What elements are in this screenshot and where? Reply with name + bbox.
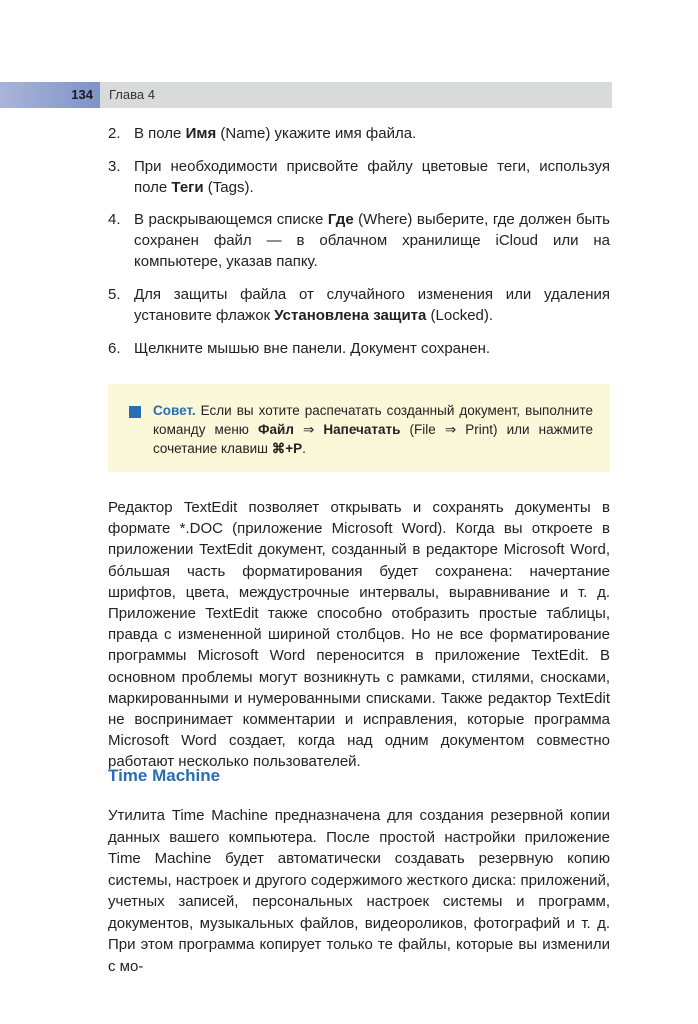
list-item [108, 338, 610, 359]
tip-label: Совет. [153, 403, 196, 418]
step-text: (Where) выберите, где должен быть сохранен файл — в облачном хранилище iCloud или на компьютере, указав папку. [134, 211, 610, 270]
tip-text-part: . [302, 441, 306, 456]
chapter-title: Глава 4 [109, 87, 155, 102]
step-text: В раскрывающемся списке [134, 211, 328, 228]
steps-list [108, 123, 610, 371]
step-number: 5. [108, 286, 121, 303]
tip-square-icon [129, 406, 141, 418]
step-text: Для защиты файла от случайного изменения или удаления установите флажок [134, 286, 610, 324]
page-number: 134 [71, 87, 93, 102]
step-bold: Имя [185, 125, 217, 142]
shortcut-keys: ⌘+P [271, 441, 303, 456]
page-header [0, 82, 612, 108]
page-number-box [0, 82, 100, 108]
body-paragraph: Утилита Time Machine предназначена для создания резервной копии данных вашего компьютера. После простой настройки приложение Time Machine будет автоматически создавать резервную копию системы, настроек и другого содержимого жесткого диска: приложений, учетных записей, персональных настроек системы и программ, документов, музыкальных файлов, видеороликов, фотографий и т. д. При этом программа копирует только те файлы, которые вы изменили с мо- [108, 807, 610, 975]
step-number: 3. [108, 158, 121, 175]
step-bold: Установлена защита [274, 307, 427, 324]
list-item [108, 156, 610, 198]
section-heading: Time Machine [108, 766, 221, 785]
step-text: При необходимости присвойте файлу цветовые теги, используя поле [134, 158, 610, 196]
step-text: В поле [134, 125, 186, 142]
tip-box [108, 384, 610, 472]
list-item [108, 284, 610, 326]
step-text: (Locked). [426, 307, 494, 324]
menu-file: Файл [258, 422, 294, 437]
step-text: (Name) укажите имя файла. [216, 125, 417, 142]
body-paragraph: Редактор TextEdit позволяет открывать и сохранять документы в формате *.DOC (приложение Microsoft Word). Когда вы откроете в приложении TextEdit документ, созданный в редакторе Microsoft Word, бóльшая часть форматирования будет сохранена: начертание шрифтов, цвета, междустрочные интервалы, выравнивание и т. д. Приложение TextEdit также способно отобразить простые таблицы, правда с измененной шириной столбцов. Но не все форматирование программы Microsoft Word переносится в приложение TextEdit. В основном проблемы могут возникнуть с рамками, стилями, сносками, маркированными и нумерованными списками. Также редактор TextEdit не воспринимает комментарии и исправления, которые программа Microsoft Word создает, когда над одним документом совместно работают несколько пользователей. [108, 499, 610, 771]
step-text: Щелкните мышью вне панели. Документ сохранен. [134, 340, 491, 357]
step-number: 2. [108, 125, 121, 142]
list-item [108, 209, 610, 272]
step-number: 6. [108, 340, 121, 357]
step-bold: Теги [171, 179, 204, 196]
list-item [108, 123, 610, 144]
step-bold: Где [327, 211, 354, 228]
arrow-icon: ⇒ [293, 422, 324, 437]
tip-text [153, 401, 593, 458]
tip-text-part: (File ⇒ Print) или нажмите сочетание клавиш [153, 422, 593, 456]
tip-text-part: Если вы хотите распечатать созданный документ, выполните команду меню [153, 403, 593, 437]
step-text: (Tags). [203, 179, 254, 196]
menu-print: Напечатать [323, 422, 401, 437]
step-number: 4. [108, 211, 121, 228]
